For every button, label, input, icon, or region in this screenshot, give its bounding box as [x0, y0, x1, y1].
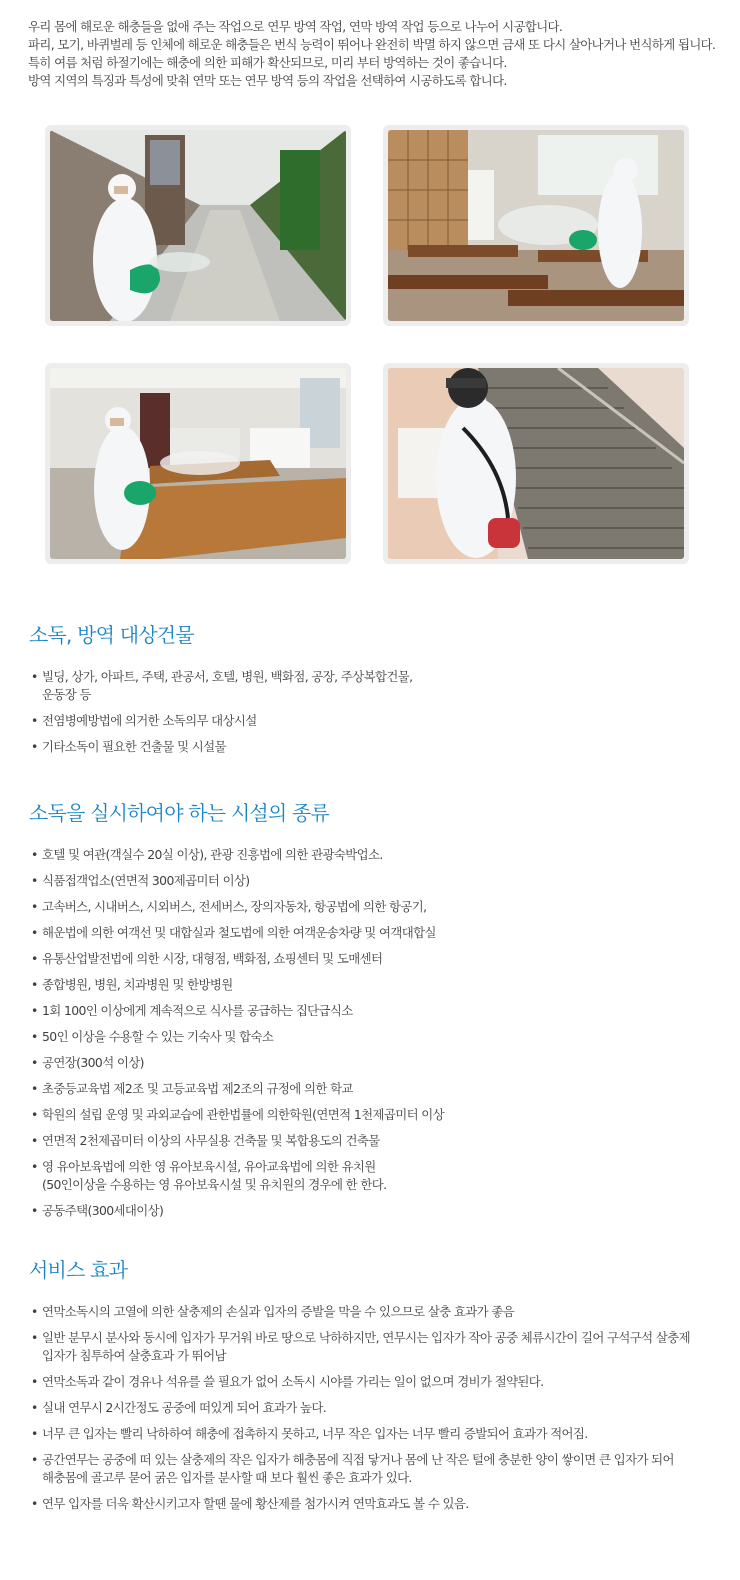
list-item: • 영 유아보육법에 의한 영 유아보육시설, 유아교육법에 의한 유치원 (50인이상을 수용하는 영 유아보육시설 및 유치원의 경우에 한 한다.: [31, 1158, 444, 1194]
list-item: • 연면적 2천제곱미터 이상의 사무실용 건축물 및 복합용도의 건축물: [31, 1132, 444, 1150]
photo-hallway-spraying: [50, 130, 346, 321]
list-item: • 해운법에 의한 여객선 및 대합실과 철도법에 의한 여객운송차량 및 여객대합실: [31, 924, 444, 942]
list-item: • 공간연무는 공중에 떠 있는 살충제의 작은 입자가 해충몸에 직접 닿거나 몸에 난 작은 털에 충분한 양이 쌓이면 큰 입자가 되어 해충몸에 골고루 묻어 굵은 입자를 분사할 때 보다 훨씬 좋은 효과가 있다.: [31, 1451, 690, 1487]
photo-frame-classroom: [383, 125, 689, 326]
photo-frame-room: [45, 363, 351, 564]
list-item: • 기타소독이 필요한 건출물 및 시설물: [31, 738, 412, 756]
facility-types-list: [31, 846, 444, 1228]
list-item: • 전염병예방법에 의거한 소독의무 대상시설: [31, 712, 412, 730]
list-item: • 호텔 및 여관(객실수 20실 이상), 관광 진흥법에 의한 관광숙박업소.: [31, 846, 444, 864]
intro-line: 우리 몸에 해로운 해충들을 없애 주는 작업으로 연무 방역 작업, 연막 방역 작업 등으로 나누어 시공합니다.: [28, 19, 563, 34]
list-item: • 종합병원, 병원, 치과병원 및 한방병원: [31, 976, 444, 994]
intro-line: 방역 지역의 특징과 특성에 맞춰 연막 또는 연무 방역 등의 작업을 선택하여 시공하도록 합니다.: [28, 73, 507, 88]
list-item: • 연막소독과 같이 경유나 석유를 쓸 필요가 없어 소독시 시야를 가리는 일이 없으며 경비가 절약된다.: [31, 1373, 690, 1391]
list-item: • 빌딩, 상가, 아파트, 주택, 관공서, 호텔, 병원, 백화점, 공장, 주상복합건물, 운동장 등: [31, 668, 412, 704]
list-item: • 고속버스, 시내버스, 시외버스, 전세버스, 장의자동차, 항공법에 의한 항공기,: [31, 898, 444, 916]
list-item: • 너무 큰 입자는 빨리 낙하하여 해충에 접촉하지 못하고, 너무 작은 입자는 너무 빨리 증발되어 효과가 적어짐.: [31, 1425, 690, 1443]
list-item: • 식품접객업소(연면적 300제곱미터 이상): [31, 872, 444, 890]
intro-line: 특히 여름 처럼 하절기에는 해충에 의한 피해가 확산되므로, 미리 부터 방역하는 것이 좋습니다.: [28, 55, 507, 70]
section-title-facility-types: 소독을 실시하여야 하는 시설의 종류: [29, 801, 330, 825]
list-item: • 연무 입자를 더욱 확산시키고자 할땐 물에 황산제를 첨가시켜 연막효과도 볼 수 있음.: [31, 1495, 690, 1513]
photo-frame-hallway: [45, 125, 351, 326]
list-item: • 일반 분무시 분사와 동시에 입자가 무거워 바로 땅으로 낙하하지만, 연무시는 입자가 작아 공중 체류시간이 길어 구석구석 살충제 입자가 침투하여 살충효과 가 뛰어남: [31, 1329, 690, 1365]
list-item: • 공동주택(300세대이상): [31, 1202, 444, 1220]
list-item: • 실내 연무시 2시간정도 공중에 떠있게 되어 효과가 높다.: [31, 1399, 690, 1417]
list-item: • 연막소독시의 고열에 의한 살충제의 손실과 입자의 증발을 막을 수 있으므로 살충 효과가 좋음: [31, 1303, 690, 1321]
section-title-service-effects: 서비스 효과: [29, 1258, 128, 1282]
photo-staircase-spraying: [388, 368, 684, 559]
list-item: • 유통산업발전법에 의한 시장, 대형점, 백화점, 쇼핑센터 및 도매센터: [31, 950, 444, 968]
photo-classroom-fogging: [388, 130, 684, 321]
photo-frame-stairs: [383, 363, 689, 564]
intro-line: 파리, 모기, 바퀴벌레 등 인체에 해로운 해충들은 번식 능력이 뛰어나 완전히 박멸 하지 않으면 금새 또 다시 살아나거나 번식하게 됩니다.: [28, 37, 716, 52]
section-title-target-buildings: 소독, 방역 대상건물: [29, 623, 194, 647]
service-effects-list: [31, 1303, 690, 1521]
list-item: • 공연장(300석 이상): [31, 1054, 444, 1072]
intro-text: [28, 18, 728, 90]
list-item: • 초중등교육법 제2조 및 고등교육법 제2조의 규정에 의한 학교: [31, 1080, 444, 1098]
target-buildings-list: [31, 668, 412, 764]
photo-room-tables-spraying: [50, 368, 346, 559]
list-item: • 1회 100인 이상에게 계속적으로 식사를 공급하는 집단급식소: [31, 1002, 444, 1020]
list-item: • 50인 이상을 수용할 수 있는 기숙사 및 합숙소: [31, 1028, 444, 1046]
list-item: • 학원의 설립 운영 및 과외교습에 관한법률에 의한학원(연면적 1천제곱미터 이상: [31, 1106, 444, 1124]
